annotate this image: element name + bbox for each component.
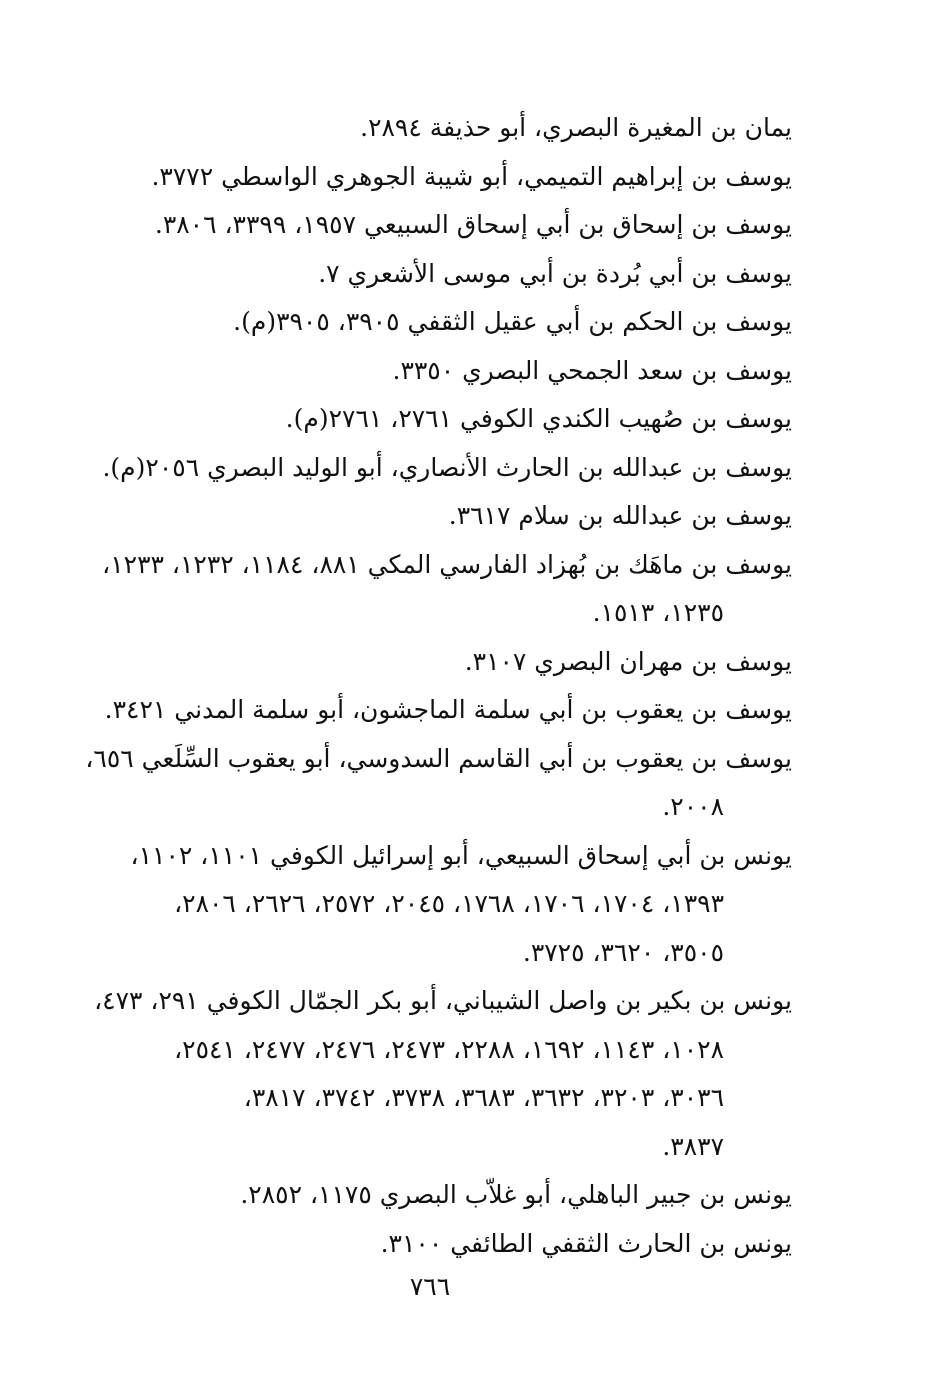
index-entry-continuation: ١٠٢٨، ١١٤٣، ١٦٩٢، ٢٢٨٨، ٢٤٧٣، ٢٤٧٦، ٢٤٧٧، ٢٥٤١، xyxy=(174,1034,724,1064)
index-entry-line: يوسف بن عبدالله بن الحارث الأنصاري، أبو الوليد البصري ٢٠٥٦(م). xyxy=(102,452,792,482)
index-entry-continuation: ١٣٩٣، ١٧٠٤، ١٧٠٦، ١٧٦٨، ٢٠٤٥، ٢٥٧٢، ٢٦٢٦، ٢٨٠٦، xyxy=(174,889,724,918)
page-number: ٧٦٦ xyxy=(409,1272,451,1301)
index-entry-line: يوسف بن يعقوب بن أبي سلمة الماجشون، أبو سلمة المدني ٣٤٢١. xyxy=(104,695,792,724)
index-entry-line: يوسف بن صُهيب الكندي الكوفي ٢٧٦١، ٢٧٦١(م). xyxy=(285,404,792,433)
index-entry-line: يوسف بن عبدالله بن سلام ٣٦١٧. xyxy=(448,501,792,530)
index-entry-line: يونس بن الحارث الثقفي الطائفي ٣١٠٠. xyxy=(380,1228,792,1258)
index-entry-line: يمان بن المغيرة البصري، أبو حذيفة ٢٨٩٤. xyxy=(360,113,792,142)
index-entry-line: يوسف بن إبراهيم التميمي، أبو شيبة الجوهري الواسطي ٣٧٧٢. xyxy=(151,161,792,191)
index-entry-continuation: ٣٥٠٥، ٣٦٢٠، ٣٧٢٥. xyxy=(522,937,724,967)
index-entry-line: يونس بن أبي إسحاق السبيعي، أبو إسرائيل الكوفي ١١٠١، ١١٠٢، xyxy=(130,840,792,870)
index-entry-continuation: ٣٨٣٧. xyxy=(662,1131,724,1161)
index-entry-line: يوسف بن ماهَك بن بُهزاد الفارسي المكي ٨٨١، ١١٨٤، ١٢٣٢، ١٢٣٣، xyxy=(102,549,792,579)
index-entry-continuation: ٢٠٠٨. xyxy=(662,792,724,821)
index-entry-line: يوسف بن إسحاق بن أبي إسحاق السبيعي ١٩٥٧، ٣٣٩٩، ٣٨٠٦. xyxy=(154,210,792,239)
index-entry-line: يونس بن جبير الباهلي، أبو غلاّب البصري ١١٧٥، ٢٨٥٢. xyxy=(240,1180,792,1209)
index-entry-line: يوسف بن سعد الجمحي البصري ٣٣٥٠. xyxy=(392,355,792,385)
index-entry-line: يوسف بن الحكم بن أبي عقيل الثقفي ٣٩٠٥، ٣٩٠٥(م). xyxy=(233,307,792,336)
index-entry-line: يوسف بن أبي بُردة بن أبي موسى الأشعري ٧. xyxy=(318,258,792,288)
index-entry-line: يوسف بن يعقوب بن أبي القاسم السدوسي، أبو يعقوب السِّلَعي ٦٥٦، xyxy=(85,743,792,773)
index-entry-continuation: ٣٠٣٦، ٣٢٠٣، ٣٦٣٢، ٣٦٨٣، ٣٧٣٨، ٣٧٤٢، ٣٨١٧، xyxy=(243,1083,724,1112)
index-entry-line: يونس بن بكير بن واصل الشيباني، أبو بكر الجمّال الكوفي ٢٩١، ٤٧٣، xyxy=(94,986,792,1015)
index-entries xyxy=(85,104,792,1268)
index-entry-continuation: ١٢٣٥، ١٥١٣. xyxy=(592,598,724,627)
index-entry-line: يوسف بن مهران البصري ٣١٠٧. xyxy=(464,646,792,676)
